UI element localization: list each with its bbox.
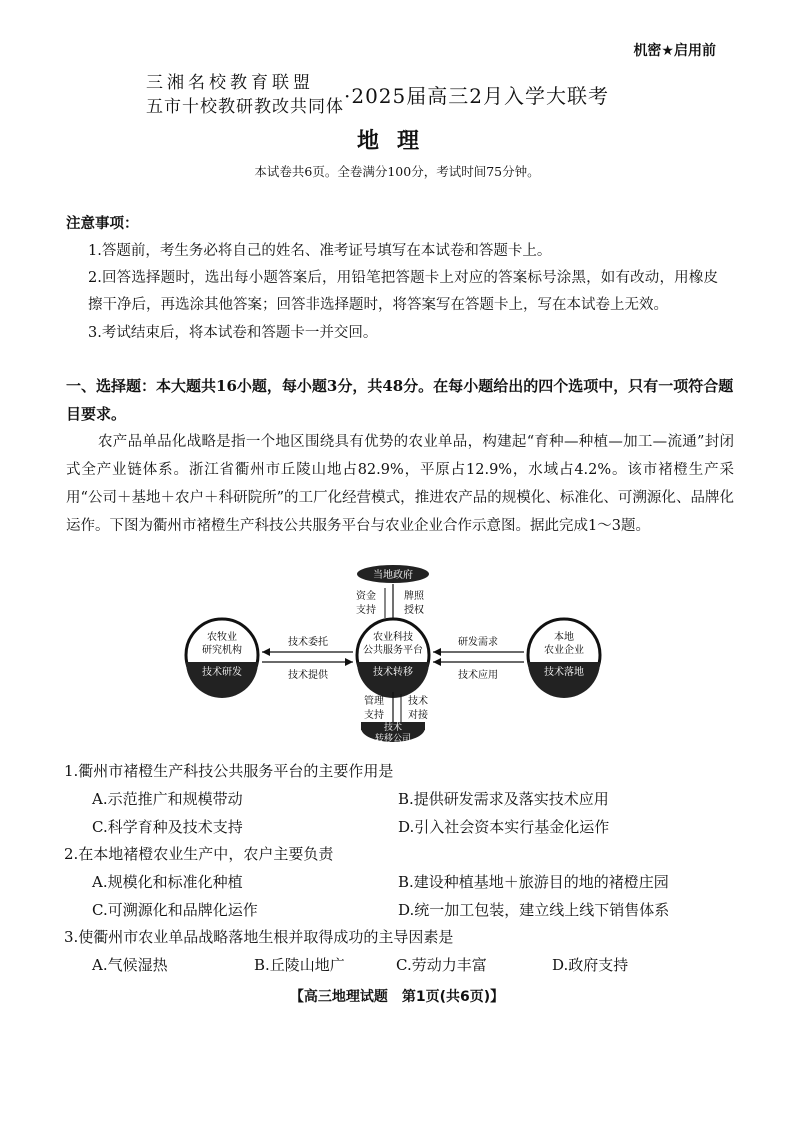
page-footer: 【高三地理试题 第1页(共6页)】 [289, 989, 505, 1005]
top-left-label-2: 支持 [356, 605, 376, 616]
arrowhead [345, 658, 353, 666]
intro-paragraph: 农产品单品化战略是指一个地区围绕具有优势的农业单品，构建起“育种—种植—加工—流通”封闭式全产业链体系。浙江省衢州市丘陵山地占82.9%，平原占12.9%，水域占4.2%。该市褚橙生产采用“公司＋基地＋农户＋科研院所”的工厂化经营模式，推进农产品的规模化、标准化、可溯源化、品牌化运作。下图为衢州市褚橙生产科技公共服务平台与农业企业合作示意图。据此完成1～3题。 [66, 434, 734, 534]
bottom-node-label-1: 技术 [383, 723, 403, 733]
left-node-label-1: 农牧业 [207, 632, 237, 643]
section-title [66, 372, 736, 428]
question-1-stem: 1.衢州市褚橙生产科技公共服务平台的主要作用是 [64, 762, 394, 780]
question-3-option-a: A.气候湿热 [92, 956, 168, 974]
cooperation-diagram [180, 562, 620, 752]
arrow-right-bottom-label: 技术应用 [458, 670, 498, 681]
arrow-left-bottom-label: 技术提供 [288, 670, 328, 681]
section-title-text: 一、选择题：本大题共16小题，每小题3分，共48分。在每小题给出的四个选项中，只有一项符合题目要求。 [66, 377, 734, 423]
arrowhead [433, 658, 441, 666]
question-2-option-b: B.建设种植基地＋旅游目的地的褚橙庄园 [398, 873, 669, 891]
right-band-label: 技术落地 [544, 667, 584, 678]
bottom-right-label-1: 技术 [408, 696, 428, 707]
question-2-option-c: C.可溯源化和品牌化运作 [92, 901, 258, 919]
notes-title: 注意事项： [66, 215, 139, 232]
bottom-right-label-2: 对接 [408, 710, 428, 721]
question-1-option-d: D.引入社会资本实行基金化运作 [398, 818, 610, 836]
confidential-label: 机密★启用前 [633, 43, 716, 59]
center-node-label-2: 公共服务平台 [363, 645, 423, 656]
question-1-option-b: B.提供研发需求及落实技术应用 [398, 790, 609, 808]
center-band-label: 技术转移 [373, 667, 413, 678]
organization-line-2: 五市十校教研教改共同体 [146, 97, 344, 117]
left-band-label: 技术研发 [202, 667, 242, 678]
question-2-option-a: A.规模化和标准化种植 [92, 873, 243, 891]
arrowhead [262, 648, 270, 656]
arrow-left-top-label: 技术委托 [288, 637, 328, 648]
note-item: 1.答题前，考生务必将自己的姓名、准考证号填写在本试卷和答题卡上。 [88, 243, 552, 259]
right-node-label-2: 农业企业 [544, 645, 584, 656]
bottom-node-label-2: 转移公司 [374, 734, 412, 744]
question-2-option-d: D.统一加工包装，建立线上线下销售体系 [398, 901, 670, 919]
top-right-label-2: 授权 [404, 605, 424, 616]
note-item: 3.考试结束后，将本试卷和答题卡一并交回。 [88, 325, 378, 341]
question-3-stem: 3.使衢州市农业单品战略落地生根并取得成功的主导因素是 [64, 928, 454, 946]
question-3-option-c: C.劳动力丰富 [396, 956, 487, 974]
top-node-label: 当地政府 [373, 570, 413, 581]
arrowhead [433, 648, 441, 656]
bottom-left-label-1: 管理 [364, 696, 384, 707]
top-left-label-1: 资金 [356, 591, 376, 602]
arrow-right-top-label: 研发需求 [458, 637, 498, 648]
bottom-left-label-2: 支持 [364, 710, 384, 721]
question-3-option-d: D.政府支持 [552, 956, 629, 974]
center-node-label-1: 农业科技 [373, 632, 413, 643]
subject-title: 地理 [356, 129, 437, 154]
top-right-label-1: 牌照 [404, 591, 424, 602]
exam-title: ·2025届高三2月入学大联考 [344, 84, 609, 108]
right-node-label-1: 本地 [554, 632, 574, 643]
organization-line-1: 三湘名校教育联盟 [146, 73, 314, 93]
note-item [88, 265, 718, 319]
left-node-label-2: 研究机构 [202, 645, 242, 656]
note-text: 2.回答选择题时，选出每小题答案后，用铅笔把答题卡上对应的答案标号涂黑，如有改动，用橡皮擦干净后，再选涂其他答案；回答非选择题时，将答案写在答题卡上，写在本试卷上无效。 [88, 270, 718, 313]
question-1-option-c: C.科学育种及技术支持 [92, 818, 243, 836]
exam-info: 本试卷共6页。全卷满分100分，考试时间75分钟。 [254, 164, 540, 179]
question-1-option-a: A.示范推广和规模带动 [92, 790, 243, 808]
question-3-option-b: B.丘陵山地广 [254, 956, 345, 974]
question-2-stem: 2.在本地褚橙农业生产中，农户主要负责 [64, 845, 334, 863]
